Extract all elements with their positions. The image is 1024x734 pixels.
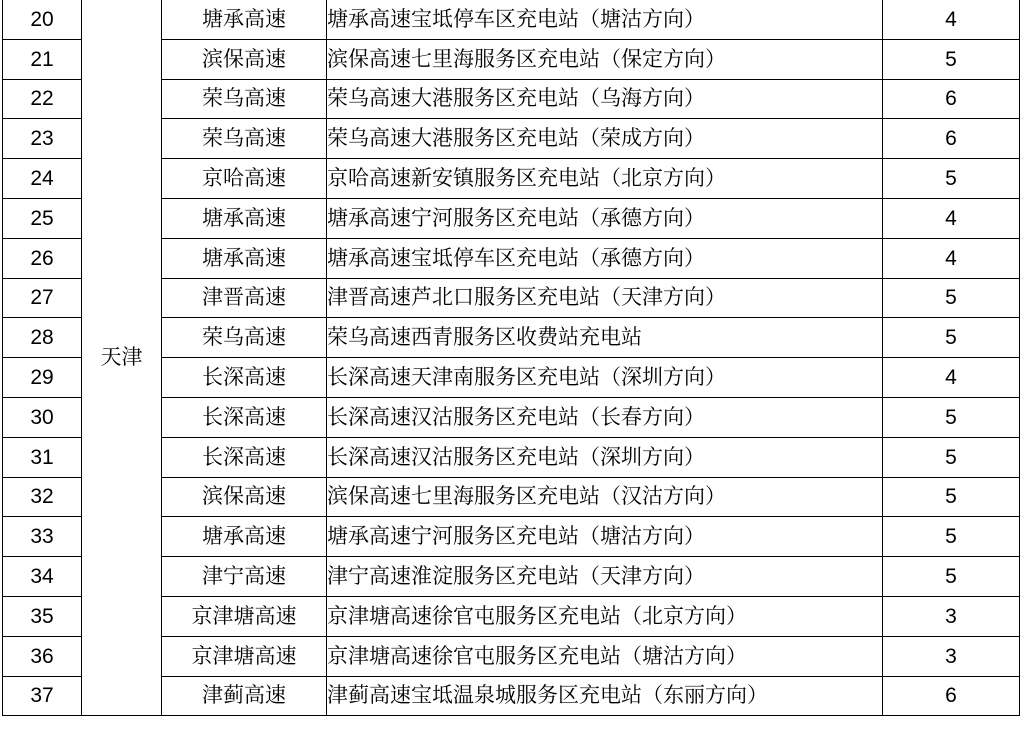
- station-name-cell: 京津塘高速徐官屯服务区充电站（北京方向）: [327, 596, 883, 636]
- charger-count-cell: 5: [883, 517, 1020, 557]
- station-name-cell: 塘承高速宁河服务区充电站（塘沽方向）: [327, 517, 883, 557]
- highway-cell: 塘承高速: [162, 0, 327, 39]
- charger-count-cell: 5: [883, 318, 1020, 358]
- station-name-cell: 长深高速汉沽服务区充电站（长春方向）: [327, 397, 883, 437]
- highway-cell: 荣乌高速: [162, 79, 327, 119]
- highway-cell: 津蓟高速: [162, 676, 327, 716]
- station-name-cell: 京津塘高速徐官屯服务区充电站（塘沽方向）: [327, 636, 883, 676]
- charger-count-cell: 4: [883, 358, 1020, 398]
- row-number-cell: 32: [3, 477, 82, 517]
- station-name-cell: 长深高速天津南服务区充电站（深圳方向）: [327, 358, 883, 398]
- highway-cell: 长深高速: [162, 437, 327, 477]
- row-number-cell: 26: [3, 238, 82, 278]
- charger-count-cell: 5: [883, 437, 1020, 477]
- highway-cell: 塘承高速: [162, 238, 327, 278]
- station-name-cell: 京哈高速新安镇服务区充电站（北京方向）: [327, 159, 883, 199]
- table-row: [3, 0, 1020, 39]
- highway-cell: 塘承高速: [162, 517, 327, 557]
- row-number-cell: 34: [3, 557, 82, 597]
- highway-cell: 津宁高速: [162, 557, 327, 597]
- row-number-cell: 28: [3, 318, 82, 358]
- highway-cell: 塘承高速: [162, 198, 327, 238]
- row-number-cell: 27: [3, 278, 82, 318]
- row-number-cell: 29: [3, 358, 82, 398]
- station-name-cell: 滨保高速七里海服务区充电站（保定方向）: [327, 39, 883, 79]
- charger-count-cell: 4: [883, 0, 1020, 39]
- row-number-cell: 20: [3, 0, 82, 39]
- charger-count-cell: 5: [883, 159, 1020, 199]
- row-number-cell: 22: [3, 79, 82, 119]
- station-name-cell: 滨保高速七里海服务区充电站（汉沽方向）: [327, 477, 883, 517]
- highway-cell: 长深高速: [162, 358, 327, 398]
- charger-count-cell: 4: [883, 238, 1020, 278]
- row-number-cell: 36: [3, 636, 82, 676]
- charger-count-cell: 3: [883, 596, 1020, 636]
- table-body: [3, 0, 1020, 716]
- station-name-cell: 塘承高速宁河服务区充电站（承德方向）: [327, 198, 883, 238]
- station-name-cell: 津蓟高速宝坻温泉城服务区充电站（东丽方向）: [327, 676, 883, 716]
- region-cell: 天津: [82, 0, 162, 716]
- highway-cell: 滨保高速: [162, 39, 327, 79]
- row-number-cell: 31: [3, 437, 82, 477]
- station-name-cell: 津晋高速芦北口服务区充电站（天津方向）: [327, 278, 883, 318]
- row-number-cell: 37: [3, 676, 82, 716]
- highway-cell: 津晋高速: [162, 278, 327, 318]
- charger-count-cell: 6: [883, 79, 1020, 119]
- station-name-cell: 塘承高速宝坻停车区充电站（塘沽方向）: [327, 0, 883, 39]
- row-number-cell: 35: [3, 596, 82, 636]
- charger-count-cell: 5: [883, 278, 1020, 318]
- charger-count-cell: 5: [883, 477, 1020, 517]
- row-number-cell: 23: [3, 119, 82, 159]
- charging-station-table: [2, 0, 1020, 716]
- charger-count-cell: 4: [883, 198, 1020, 238]
- charger-count-cell: 6: [883, 676, 1020, 716]
- row-number-cell: 25: [3, 198, 82, 238]
- charger-count-cell: 3: [883, 636, 1020, 676]
- station-name-cell: 津宁高速淮淀服务区充电站（天津方向）: [327, 557, 883, 597]
- station-name-cell: 荣乌高速大港服务区充电站（乌海方向）: [327, 79, 883, 119]
- row-number-cell: 24: [3, 159, 82, 199]
- charger-count-cell: 6: [883, 119, 1020, 159]
- highway-cell: 长深高速: [162, 397, 327, 437]
- station-name-cell: 长深高速汉沽服务区充电站（深圳方向）: [327, 437, 883, 477]
- highway-cell: 京哈高速: [162, 159, 327, 199]
- highway-cell: 京津塘高速: [162, 636, 327, 676]
- station-name-cell: 荣乌高速西青服务区收费站充电站: [327, 318, 883, 358]
- highway-cell: 荣乌高速: [162, 318, 327, 358]
- highway-cell: 滨保高速: [162, 477, 327, 517]
- row-number-cell: 21: [3, 39, 82, 79]
- row-number-cell: 30: [3, 397, 82, 437]
- highway-cell: 京津塘高速: [162, 596, 327, 636]
- row-number-cell: 33: [3, 517, 82, 557]
- charger-count-cell: 5: [883, 397, 1020, 437]
- station-name-cell: 塘承高速宝坻停车区充电站（承德方向）: [327, 238, 883, 278]
- highway-cell: 荣乌高速: [162, 119, 327, 159]
- station-name-cell: 荣乌高速大港服务区充电站（荣成方向）: [327, 119, 883, 159]
- charger-count-cell: 5: [883, 39, 1020, 79]
- charger-count-cell: 5: [883, 557, 1020, 597]
